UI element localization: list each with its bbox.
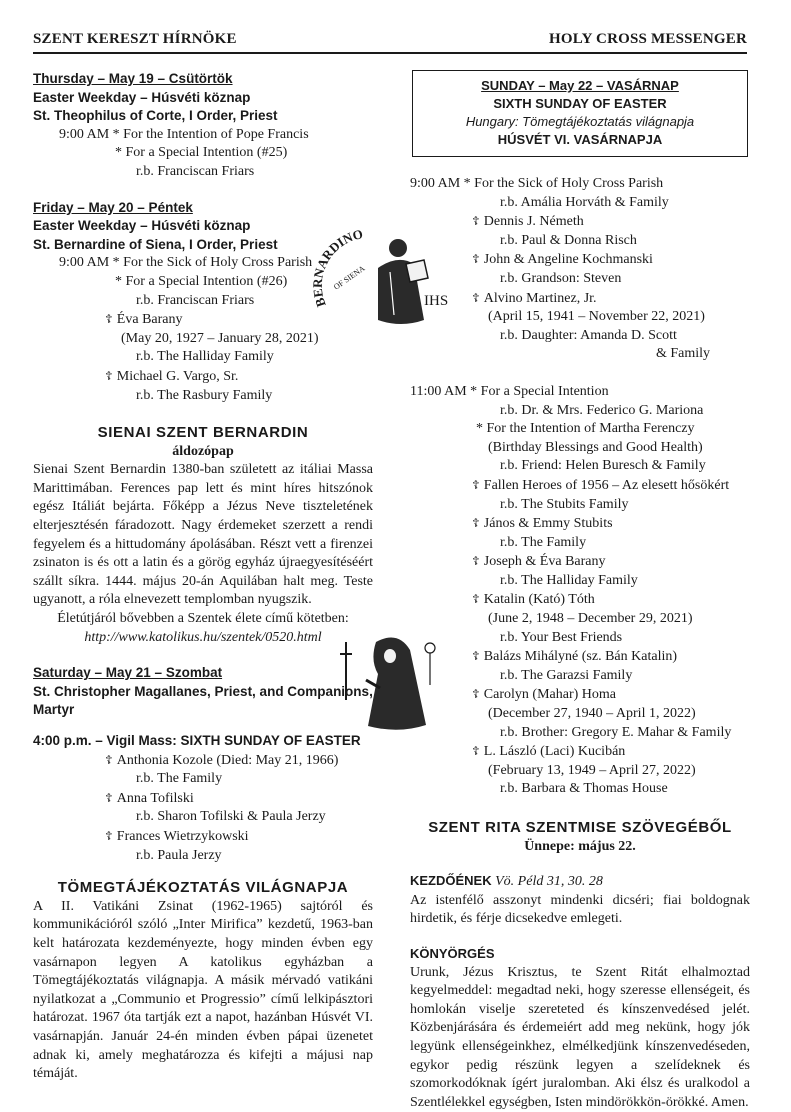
requested-by-line: r.b. The Halliday Family <box>136 349 274 365</box>
requested-by-line: r.b. Friend: Helen Buresch & Family <box>500 458 706 474</box>
mass-intention-line: * For the Intention of Martha Ferenczy <box>476 421 695 437</box>
requested-by-line: r.b. The Stubits Family <box>500 496 629 512</box>
entrance-antiphon-reference: Vö. Péld 31, 30. 28 <box>495 874 603 890</box>
publication-title-english: HOLY CROSS MESSENGER <box>549 31 747 47</box>
patriarchal-cross-icon: ☦ <box>472 290 480 305</box>
sunday-heading: SUNDAY – May 22 – VASÁRNAP <box>481 78 679 93</box>
collect-label: KÖNYÖRGÉS <box>410 945 495 961</box>
patriarchal-cross-icon: ☦ <box>472 214 480 229</box>
thursday-saint: St. Theophilus of Corte, I Order, Priest <box>33 108 278 124</box>
requested-by-line: r.b. The Halliday Family <box>500 572 638 588</box>
memorial-name: Joseph & Éva Barany <box>483 554 606 570</box>
thursday-weekday: Easter Weekday – Húsvéti köznap <box>33 89 251 105</box>
patriarchal-cross-icon: ☦ <box>105 828 113 843</box>
patriarchal-cross-icon: ☦ <box>472 592 480 607</box>
saturday-heading: Saturday – May 21 – Szombat <box>33 665 223 681</box>
memorial-name: Fallen Heroes of 1956 – Az elesett hősökért <box>483 477 730 493</box>
memorial-line <box>410 289 750 309</box>
memorial-name: Frances Wietrzykowski <box>116 828 249 844</box>
entrance-antiphon-label: KEZDŐÉNEK <box>410 873 492 889</box>
memorial-name: L. László (Laci) Kucibán <box>483 744 626 760</box>
mass-intention-line: 9:00 AM * For the Intention of Pope Francis <box>59 126 309 142</box>
memorial-name: János & Emmy Stubits <box>483 516 613 532</box>
memorial-name: Balázs Mihályné (sz. Bán Katalin) <box>483 649 678 665</box>
requested-by-line: r.b. Sharon Tofilski & Paula Jerzy <box>136 809 326 825</box>
publication-title-hungarian: SZENT KERESZT HÍRNÖKE <box>33 31 237 47</box>
saint-rita-section <box>410 819 750 1112</box>
memorial-name: John & Angeline Kochmanski <box>483 252 653 268</box>
memorial-line <box>410 742 750 762</box>
memorial-name: Carolyn (Mahar) Homa <box>483 687 616 703</box>
friday-weekday: Easter Weekday – Húsvéti köznap <box>33 218 251 234</box>
memorial-line <box>410 250 750 270</box>
saint-rita-title: SZENT RITA SZENTMISE SZÖVEGÉBŐL <box>428 819 732 836</box>
memorial-dates: (April 15, 1941 – November 22, 2021) <box>488 309 705 325</box>
patriarchal-cross-icon: ☦ <box>472 477 480 492</box>
requested-by-line: r.b. The Family <box>136 771 223 787</box>
media-day-section <box>33 879 373 1084</box>
patriarchal-cross-icon: ☦ <box>105 752 113 767</box>
mass-intention-line: 11:00 AM * For a Special Intention <box>410 383 609 399</box>
media-day-title: TÖMEGTÁJÉKOZTATÁS VILÁGNAPJA <box>57 879 349 897</box>
requested-by-line: r.b. Daughter: Amanda D. Scott <box>500 327 677 343</box>
header-rule <box>33 52 747 54</box>
mass-intention-line: * For a Special Intention (#25) <box>115 145 288 161</box>
patriarchal-cross-icon: ☦ <box>105 368 113 383</box>
requested-by-line: r.b. The Garazsi Family <box>500 667 633 683</box>
sunday-9am-section <box>410 175 750 364</box>
requested-by-line: & Family <box>656 346 711 362</box>
right-column <box>410 70 750 1112</box>
memorial-name: Michael G. Vargo, Sr. <box>116 368 239 384</box>
ihs-monogram: IHS <box>424 293 449 309</box>
saturday-saint: St. Christopher Magallanes, Priest, and Companions, Martyr <box>33 683 373 718</box>
requested-by-line: r.b. The Family <box>500 534 587 550</box>
mass-intention-line: 9:00 AM * For the Sick of Holy Cross Parish <box>410 176 664 191</box>
memorial-line <box>33 827 373 847</box>
memorial-line <box>410 476 750 496</box>
requested-by-line: r.b. Franciscan Friars <box>136 292 255 308</box>
saturday-section <box>33 664 373 865</box>
memorial-name: Anna Tofilski <box>116 790 194 806</box>
sunday-subheading: SIXTH SUNDAY OF EASTER <box>493 96 667 111</box>
memorial-name: Alvino Martinez, Jr. <box>483 290 597 306</box>
memorial-dates: (May 20, 1927 – January 28, 2021) <box>121 330 319 346</box>
collect-text: Urunk, Jézus Krisztus, te Szent Ritát elhalmoztad kegyelmeddel: megadtad neki, hogy szeresse ellenségeit, és homlokán viselje szereteted és kínszenvedésed jelét. Közbenjárására és érdemeiért add meg nekünk, hogy jók legyünk ellenségeinkhez, elmélkedjünk kínszenvedéseden, egykor pedig részünk legyen a szelídeknek és szomorkodóknak ígért juralomban. Aki élsz és uralkodol a Szentlélekkel egységben, Isten mindörökkön-örökké. Amen. <box>410 964 750 1110</box>
thursday-heading: Thursday – May 19 – Csütörtök <box>33 71 233 86</box>
memorial-line <box>410 647 750 667</box>
patriarchal-cross-icon: ☦ <box>472 649 480 664</box>
requested-by-line: r.b. Grandson: Steven <box>500 270 622 286</box>
entrance-antiphon-text: Az istenfélő asszonyt mindenki dicséri; fiai boldognak hirdetik, és férje dicsekedve emlegeti. <box>410 892 750 927</box>
requested-by-line: r.b. Paul & Donna Risch <box>500 232 637 248</box>
patriarchal-cross-icon: ☦ <box>472 687 480 702</box>
memorial-line <box>33 751 373 771</box>
bernardin-title: SIENAI SZENT BERNARDIN <box>97 424 309 442</box>
bernardin-body: Sienai Szent Bernardin 1380-ban született az itáliai Massa Marittimában. Ferences pap lett és mint híres hitszónok egész Itáliát bejárta. Főképp a Jézus Neve tiszteletének elterjesztésén fáradozott. Nagy érdemeket szerzett a rendi fegyelem és a hittudomány ápolásában. Részt vett a firenzei zsinaton is és ott a latin és a görög egyház újraegyesítéséért szállt síkra. 1444. május 20-án Aquilában halt meg. Teste ugyanott, a róla elnevezett templomban nyugszik. <box>33 462 373 608</box>
requested-by-line: r.b. Brother: Gregory E. Mahar & Family <box>500 724 732 740</box>
thursday-section <box>33 70 373 182</box>
memorial-line <box>410 552 750 572</box>
patriarchal-cross-icon: ☦ <box>472 554 480 569</box>
sunday-11am-section <box>410 383 750 799</box>
requested-by-line: r.b. The Rasbury Family <box>136 387 273 403</box>
entrance-antiphon-heading <box>410 872 750 892</box>
memorial-line <box>410 685 750 705</box>
mass-intention-line: 9:00 AM * For the Sick of Holy Cross Parish <box>59 255 313 271</box>
bernardin-url: http://www.katolikus.hu/szentek/0520.html <box>84 629 322 645</box>
intention-note: (Birthday Blessings and Good Health) <box>488 439 703 455</box>
image-lettering-siena: OF SIENA <box>331 263 367 292</box>
requested-by-line: r.b. Paula Jerzy <box>136 847 222 863</box>
memorial-dates: (February 13, 1949 – April 27, 2022) <box>488 762 696 778</box>
requested-by-line: r.b. Amália Horváth & Family <box>500 194 669 210</box>
requested-by-line: r.b. Franciscan Friars <box>136 163 255 179</box>
friday-heading: Friday – May 20 – Péntek <box>33 199 193 215</box>
memorial-name: Dennis J. Németh <box>483 214 584 230</box>
sunday-box <box>412 70 748 157</box>
requested-by-line: r.b. Barbara & Thomas House <box>500 781 668 797</box>
requested-by-line: r.b. Dr. & Mrs. Federico G. Mariona <box>500 402 704 418</box>
bernardin-section <box>33 424 373 647</box>
friday-saint: St. Bernardine of Siena, I Order, Priest <box>33 236 278 252</box>
memorial-dates: (December 27, 1940 – April 1, 2022) <box>488 706 696 722</box>
sunday-hungarian-title: HÚSVÉT VI. VASÁRNAPJA <box>497 132 663 147</box>
patriarchal-cross-icon: ☦ <box>472 744 480 759</box>
memorial-name: Katalin (Kató) Tóth <box>483 592 595 608</box>
requested-by-line: r.b. Your Best Friends <box>500 629 623 645</box>
patriarchal-cross-icon: ☦ <box>472 516 480 531</box>
patriarchal-cross-icon: ☦ <box>472 252 480 267</box>
patriarchal-cross-icon: ☦ <box>105 790 113 805</box>
memorial-line <box>410 212 750 232</box>
memorial-line <box>410 590 750 610</box>
memorial-line <box>410 514 750 534</box>
bernardin-more: Életútjáról bővebben a Szentek élete című kötetben: <box>57 611 349 627</box>
saint-rita-feast: Ünnepe: május 22. <box>524 838 636 854</box>
bernardin-subtitle: áldozópap <box>172 443 234 459</box>
memorial-line <box>33 367 373 387</box>
memorial-name: Anthonia Kozole (Died: May 21, 1966) <box>116 752 339 768</box>
memorial-name: Éva Barany <box>116 312 183 328</box>
image-lettering-name: BERNARDINO <box>309 226 365 309</box>
memorial-line <box>33 789 373 809</box>
vigil-mass-line: 4:00 p.m. – Vigil Mass: SIXTH SUNDAY OF EASTER <box>33 733 361 748</box>
memorial-dates: (June 2, 1948 – December 29, 2021) <box>488 611 693 627</box>
sunday-hungary-note: Hungary: Tömegtájékoztatás világnapja <box>465 114 695 129</box>
mass-intention-line: * For a Special Intention (#26) <box>115 273 288 289</box>
media-day-body: A II. Vatikáni Zsinat (1962-1965) sajtóról és kommunikációról szóló „Inter Mirifica” kezdetű, 1963-ban kelt határozata kezdeményezte, hogy minden évben egy vasárnapon legyen A katolikus egyházban a Tömegtájékoztatás világnapja. A másik mérvadó vatikáni nyilatkozat a „Communio et Progressio” című lelkipásztori határozat. 1967 óta tartják ezt a napot, hazánban Húsvét VI. vasárnapján. Január 24-én minden évben pápai üzenetet adnak ki, amely meghatározza és kifejti a májusi nap témáját. <box>33 898 373 1082</box>
patriarchal-cross-icon: ☦ <box>105 312 113 327</box>
